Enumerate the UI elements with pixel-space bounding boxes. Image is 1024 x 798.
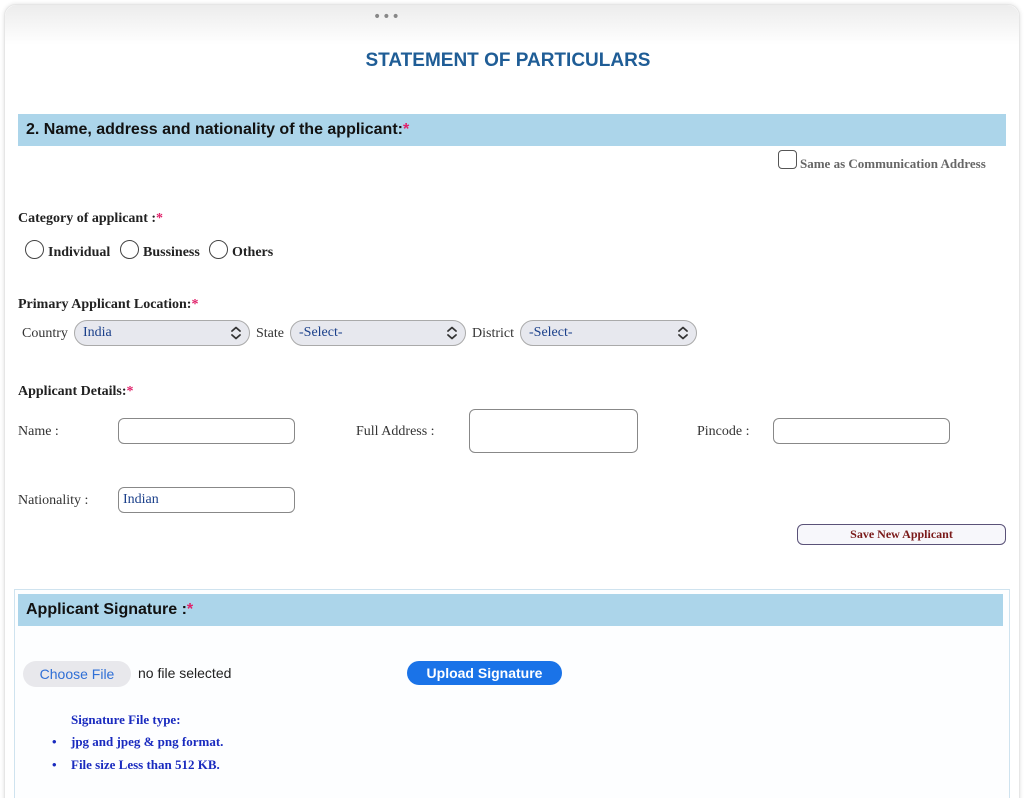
- district-select[interactable]: [520, 320, 697, 346]
- category-radio-individual[interactable]: [25, 240, 44, 259]
- list-item: • File size Less than 512 KB.: [52, 757, 223, 773]
- file-status-text: no file selected: [138, 665, 232, 681]
- required-marker: *: [156, 211, 164, 226]
- category-label-text: Category of applicant :: [18, 211, 157, 226]
- applicant-details-label-text: Applicant Details:: [18, 384, 127, 399]
- category-option-business: Bussiness: [143, 245, 200, 260]
- signature-notes-list: [52, 734, 223, 780]
- more-icon[interactable]: •••: [373, 9, 401, 25]
- category-label: [18, 211, 163, 227]
- same-as-communication-label: Same as Communication Address: [800, 156, 986, 171]
- category-radio-others[interactable]: [209, 240, 228, 259]
- district-select-value: -Select-: [529, 325, 573, 340]
- district-label: District: [472, 326, 514, 341]
- country-select-value: India: [83, 325, 112, 340]
- name-input[interactable]: [118, 418, 295, 444]
- page-title: STATEMENT OF PARTICULARS: [365, 50, 651, 71]
- save-new-applicant-button[interactable]: Save New Applicant: [797, 524, 1006, 545]
- window-topbar: [5, 5, 1019, 45]
- country-select[interactable]: [74, 320, 250, 346]
- required-marker: *: [191, 297, 199, 312]
- nationality-input[interactable]: [118, 487, 295, 513]
- country-label: Country: [22, 326, 68, 341]
- category-option-individual: Individual: [48, 245, 111, 260]
- pincode-input[interactable]: [773, 418, 950, 444]
- location-label-text: Primary Applicant Location:: [18, 297, 192, 312]
- required-marker: *: [126, 384, 134, 399]
- upload-signature-button[interactable]: Upload Signature: [407, 661, 562, 685]
- nationality-label: Nationality :: [18, 493, 89, 508]
- same-as-communication-checkbox[interactable]: [778, 150, 797, 169]
- pincode-label: Pincode :: [697, 424, 750, 439]
- location-label: [18, 297, 198, 313]
- chevron-updown-icon: [676, 325, 690, 341]
- state-label: State: [256, 326, 284, 341]
- section-signature-title: Applicant Signature :: [26, 601, 187, 618]
- full-address-input[interactable]: [469, 409, 638, 453]
- category-option-others: Others: [232, 245, 274, 260]
- section-signature-header: [18, 594, 1003, 626]
- name-label: Name :: [18, 424, 59, 439]
- signature-notes-heading: Signature File type:: [71, 712, 181, 727]
- section-applicant-title: 2. Name, address and nationality of the applicant:: [26, 121, 403, 138]
- chevron-updown-icon: [445, 325, 459, 341]
- applicant-details-label: [18, 384, 134, 400]
- list-item: • jpg and jpeg & png format.: [52, 734, 223, 750]
- category-radio-business[interactable]: [120, 240, 139, 259]
- section-applicant-header: [18, 114, 1006, 146]
- chevron-updown-icon: [229, 325, 243, 341]
- required-marker: *: [186, 601, 194, 618]
- state-select[interactable]: [290, 320, 466, 346]
- full-address-label: Full Address :: [356, 424, 435, 439]
- required-marker: *: [402, 121, 410, 138]
- state-select-value: -Select-: [299, 325, 343, 340]
- choose-file-button[interactable]: Choose File: [23, 661, 131, 687]
